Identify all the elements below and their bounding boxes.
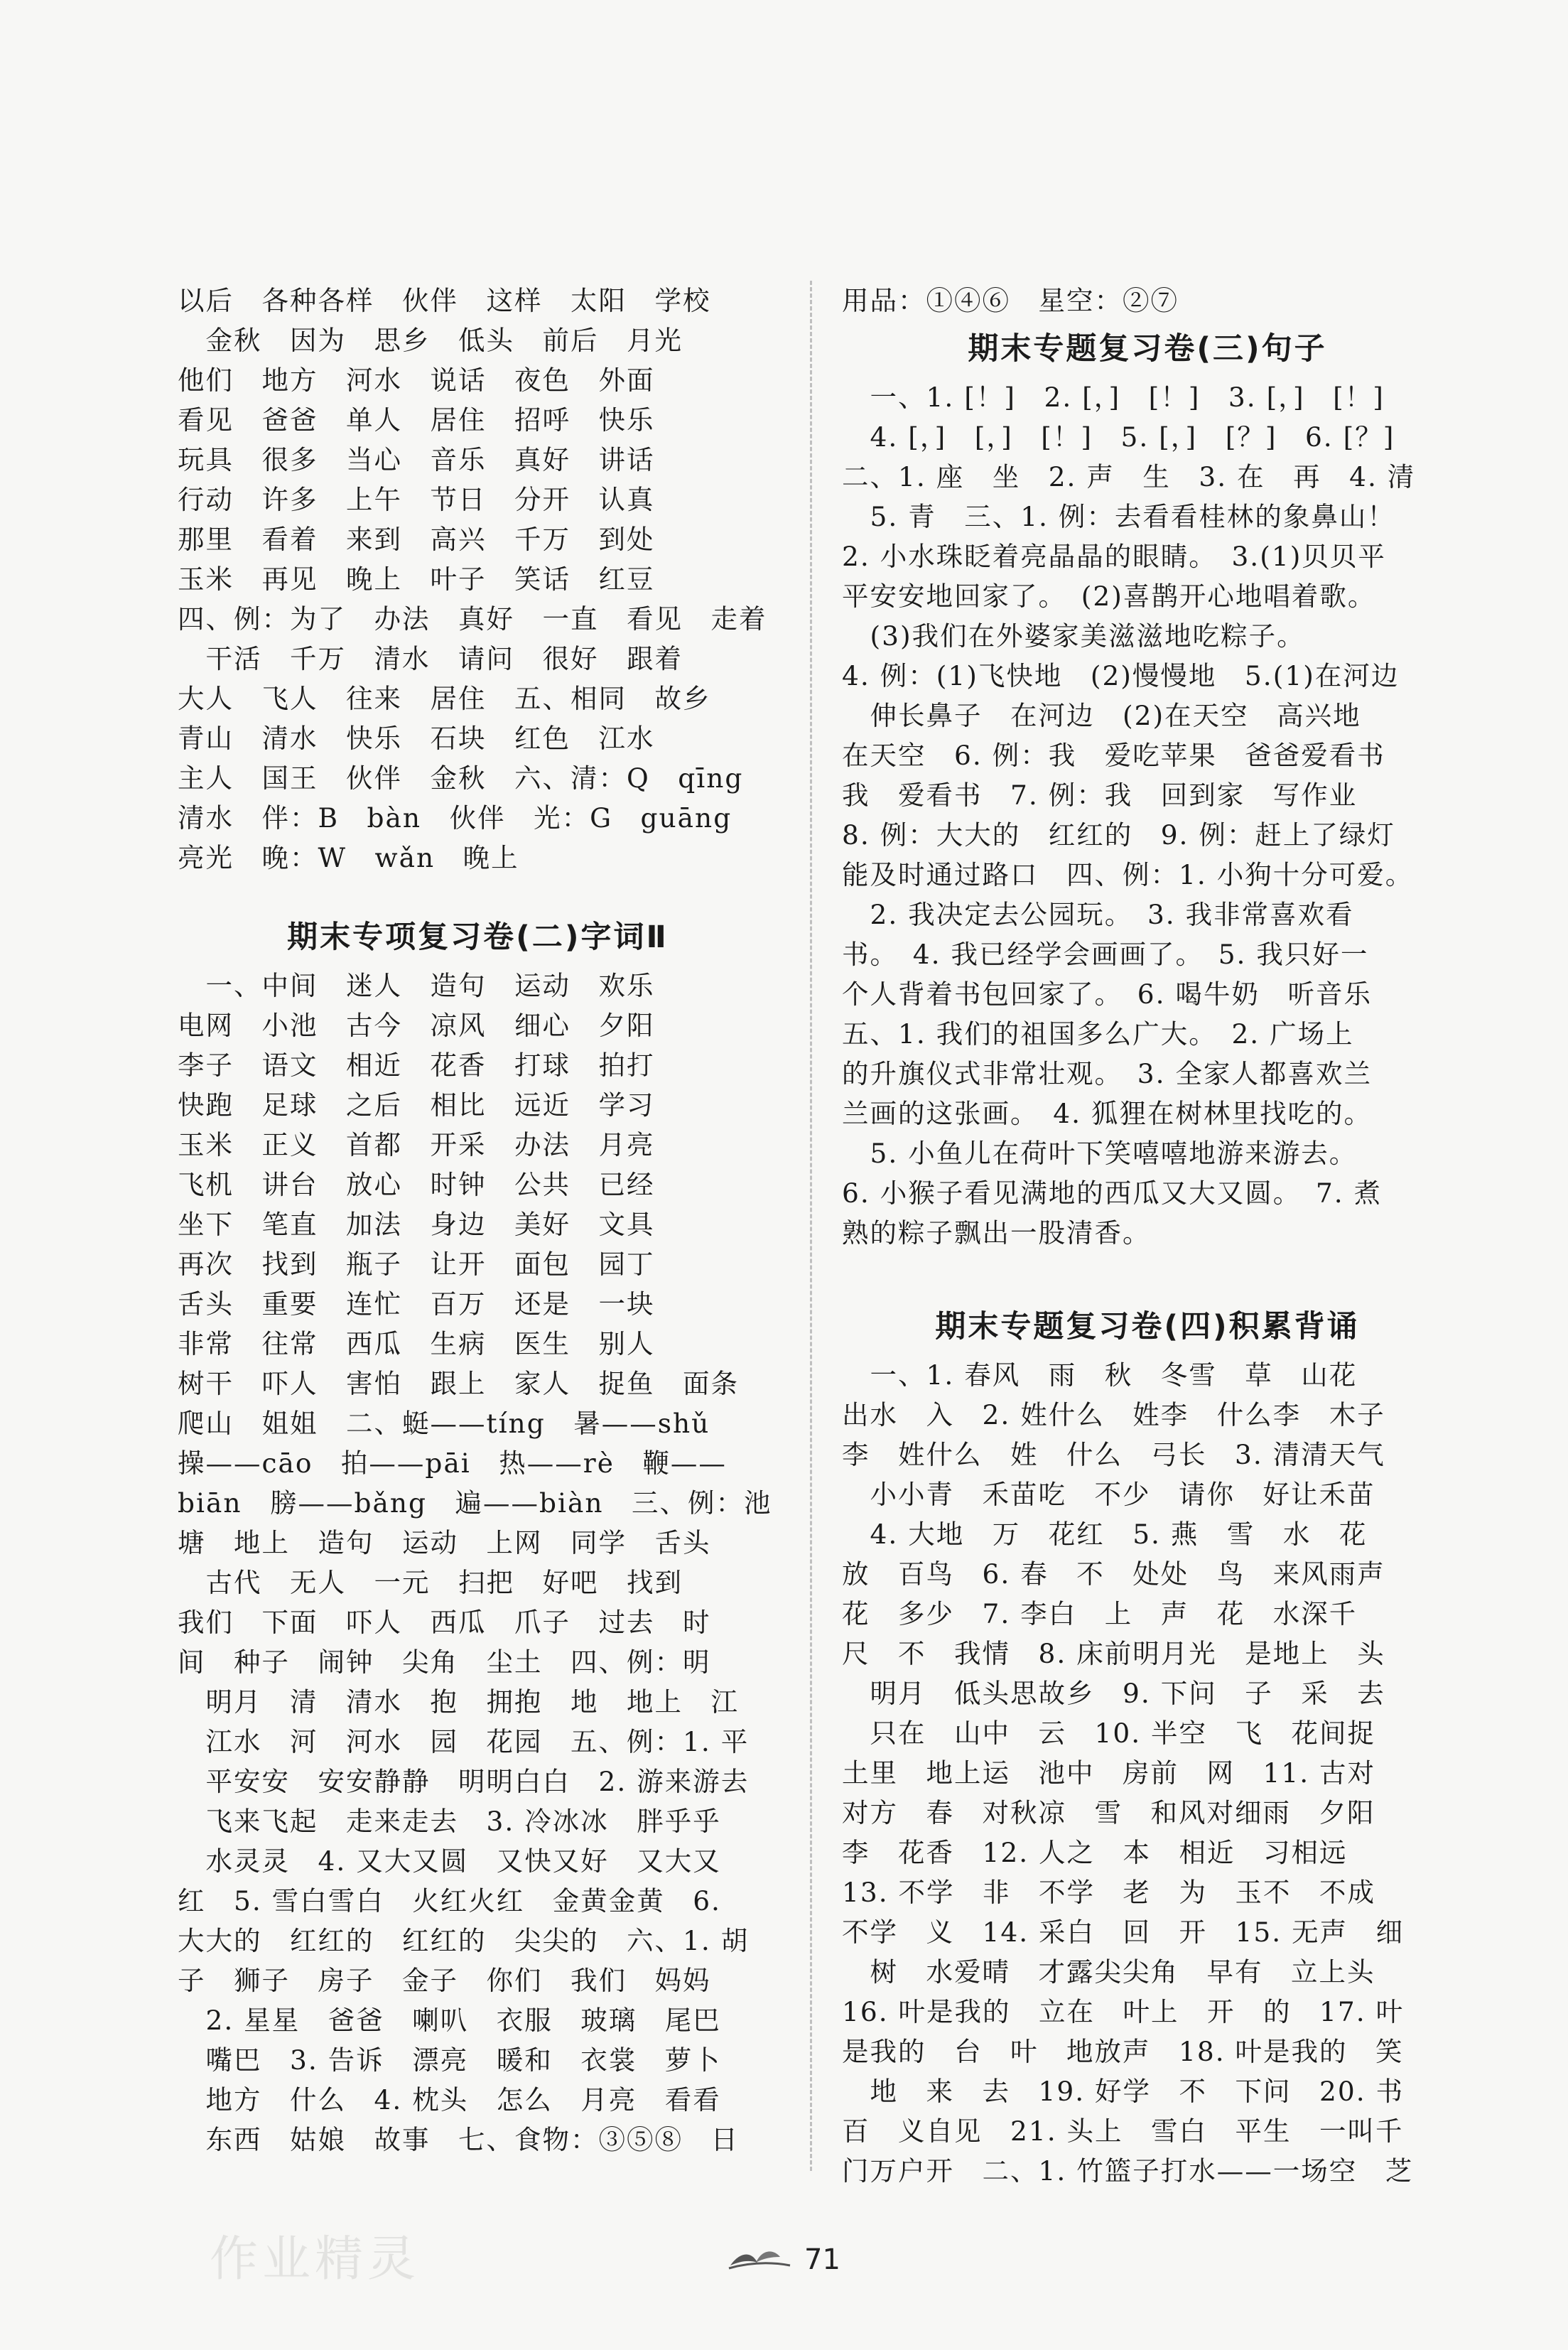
right-column — [842, 281, 1453, 2191]
answer-line: 个人背着书包回家了。 6. 喝牛奶 听音乐 — [842, 979, 1372, 1010]
answer-line: 我们 下面 吓人 西瓜 爪子 过去 时 — [178, 1607, 711, 1638]
answer-block-4 — [842, 1355, 1453, 2191]
answer-line: 树干 吓人 害怕 跟上 家人 捉鱼 面条 — [178, 1368, 739, 1399]
answer-line: 金秋 因为 思乡 低头 前后 月光 — [178, 325, 683, 356]
answer-line: 用品：①④⑥ 星空：②⑦ — [842, 285, 1179, 316]
answer-block-2 — [178, 966, 778, 2160]
answer-line: 不学 义 14. 采白 回 开 15. 无声 细 — [842, 1917, 1405, 1948]
answer-line: 一、1. [！] 2. [，] [！] 3. [，] [！] — [842, 382, 1385, 413]
answer-line: 东西 姑娘 故事 七、食物：③⑤⑧ 日 — [178, 2124, 739, 2155]
answer-line: 地 来 去 19. 好学 不 下问 20. 书 — [842, 2076, 1405, 2107]
answer-line: 4. 大地 万 花红 5. 燕 雪 水 花 — [842, 1519, 1368, 1550]
answer-line: 水灵灵 4. 又大又圆 又快又好 又大又 — [178, 1845, 721, 1877]
answer-line: 子 狮子 房子 金子 你们 我们 妈妈 — [178, 1965, 711, 1996]
answer-line: 那里 看着 来到 高兴 千万 到处 — [178, 524, 655, 555]
answer-line: 明月 清 清水 抱 拥抱 地 地上 江 — [178, 1686, 739, 1718]
answer-line: 平安安 安安静静 明明白白 2. 游来游去 — [178, 1766, 750, 1797]
answer-line: 兰画的这张画。 4. 狐狸在树林里找吃的。 — [842, 1098, 1372, 1129]
answer-line: 青山 清水 快乐 石块 红色 江水 — [178, 723, 655, 754]
answer-line: 以后 各种各样 伙伴 这样 太阳 学校 — [178, 285, 711, 316]
answer-line: 尺 不 我情 8. 床前明月光 是地上 头 — [842, 1638, 1385, 1669]
answer-line: (3)我们在外婆家美滋滋地吃粽子。 — [842, 620, 1305, 652]
answer-line: 大大的 红红的 红红的 尖尖的 六、1. 胡 — [178, 1925, 750, 1956]
answer-line: 快跑 足球 之后 相比 远近 学习 — [178, 1089, 655, 1121]
answer-block-1 — [178, 281, 778, 878]
answer-line: 玉米 再见 晚上 叶子 笑话 红豆 — [178, 564, 655, 595]
answer-line: 飞来飞起 走来走去 3. 冷冰冰 胖乎乎 — [178, 1806, 721, 1837]
section-title-3: 期末专题复习卷(三)句子 — [968, 331, 1327, 367]
answer-line: 地方 什么 4. 枕头 怎么 月亮 看看 — [178, 2084, 721, 2115]
answer-line: 舌头 重要 连忙 百万 还是 一块 — [178, 1288, 655, 1320]
answer-line: 4. [，] [，] [！] 5. [，] [？] 6. [？] — [842, 421, 1395, 453]
column-divider — [810, 281, 812, 2171]
answer-line: 5. 青 三、1. 例：去看看桂林的象鼻山！ — [842, 501, 1395, 532]
left-column — [178, 281, 778, 2160]
answer-line: 小小青 禾苗吃 不少 请你 好让禾苗 — [842, 1479, 1375, 1510]
answer-line: 干活 千万 清水 请问 很好 跟着 — [178, 643, 683, 674]
answer-line: 操——cāo 拍——pāi 热——rè 鞭—— — [178, 1448, 727, 1479]
section-title-2: 期末专项复习卷(二)字词Ⅱ — [287, 920, 669, 955]
answer-line: 二、1. 座 坐 2. 声 生 3. 在 再 4. 清 — [842, 461, 1416, 492]
answer-line: 伸长鼻子 在河边 (2)在天空 高兴地 — [842, 700, 1361, 731]
leaf-ornament-icon — [728, 2244, 791, 2275]
answer-line: 2. 小水珠眨着亮晶晶的眼睛。 3.(1)贝贝平 — [842, 541, 1386, 572]
answer-line: 的升旗仪式非常壮观。 3. 全家人都喜欢兰 — [842, 1058, 1372, 1089]
answer-block-3 — [842, 377, 1453, 1253]
answer-line: 明月 低头思故乡 9. 下问 子 采 去 — [842, 1678, 1385, 1709]
answer-line: 他们 地方 河水 说话 夜色 外面 — [178, 365, 655, 396]
answer-line: 一、中间 迷人 造句 运动 欢乐 — [178, 970, 655, 1001]
page-footer — [0, 2238, 1568, 2281]
answer-line: 平安安地回家了。 (2)喜鹊开心地唱着歌。 — [842, 581, 1376, 612]
answer-line: 放 百鸟 6. 春 不 处处 鸟 来风雨声 — [842, 1558, 1385, 1590]
answer-line: 能及时通过路口 四、例：1. 小狗十分可爱。 — [842, 859, 1414, 890]
answer-line: 爬山 姐姐 二、蜓——tíng 暑——shǔ — [178, 1408, 710, 1439]
answer-line: 只在 山中 云 10. 半空 飞 花间捉 — [842, 1718, 1376, 1749]
answer-line: 江水 河 河水 园 花园 五、例：1. 平 — [178, 1726, 750, 1757]
answer-line: 熟的粽子飘出一股清香。 — [842, 1217, 1151, 1249]
answer-line: 2. 星星 爸爸 喇叭 衣服 玻璃 尾巴 — [178, 2005, 721, 2036]
answer-line: 2. 我决定去公园玩。 3. 我非常喜欢看 — [842, 899, 1354, 930]
watermark-text: 作业精灵 — [210, 2231, 421, 2287]
answer-line: 李 花香 12. 人之 本 相近 习相远 — [842, 1837, 1348, 1868]
answer-line: 6. 小猴子看见满地的西瓜又大又圆。 7. 煮 — [842, 1177, 1383, 1209]
answer-line: 飞机 讲台 放心 时钟 公共 已经 — [178, 1169, 655, 1200]
answer-line: 五、1. 我们的祖国多么广大。 2. 广场上 — [842, 1018, 1354, 1050]
answer-line: 一、1. 春风 雨 秋 冬雪 草 山花 — [842, 1359, 1358, 1391]
answer-line: 4. 例：(1)飞快地 (2)慢慢地 5.(1)在河边 — [842, 660, 1400, 691]
answer-line: 13. 不学 非 不学 老 为 玉不 不成 — [842, 1877, 1376, 1908]
answer-line: 嘴巴 3. 告诉 漂亮 暖和 衣裳 萝卜 — [178, 2044, 721, 2076]
answer-line: 百 义自见 21. 头上 雪白 平生 一叫千 — [842, 2115, 1404, 2147]
answer-line: 再次 找到 瓶子 让开 面包 园丁 — [178, 1249, 655, 1280]
answer-line: 门万户开 二、1. 竹篮子打水——一场空 芝 — [842, 2155, 1414, 2187]
answer-line: 李子 语文 相近 花香 打球 拍打 — [178, 1050, 655, 1081]
answer-line: 树 水爱晴 才露尖尖角 早有 立上头 — [842, 1956, 1375, 1988]
answer-line: 8. 例：大大的 红红的 9. 例：赶上了绿灯 — [842, 819, 1395, 851]
answer-line: 书。 4. 我已经学会画画了。 5. 我只好一 — [842, 939, 1369, 970]
answer-line: 是我的 台 叶 地放声 18. 叶是我的 笑 — [842, 2036, 1404, 2067]
answer-line: 四、例：为了 办法 真好 一直 看见 走着 — [178, 603, 767, 635]
answer-line: 玉米 正义 首都 开采 办法 月亮 — [178, 1129, 655, 1160]
answer-line: 塘 地上 造句 运动 上网 同学 舌头 — [178, 1527, 711, 1558]
answer-line: 电网 小池 古今 凉风 细心 夕阳 — [178, 1010, 655, 1041]
answer-line: 亮光 晚：W wǎn 晚上 — [178, 842, 519, 873]
answer-line: 古代 无人 一元 扫把 好吧 找到 — [178, 1567, 683, 1598]
answer-line: 看见 爸爸 单人 居住 招呼 快乐 — [178, 404, 655, 436]
answer-line: 我 爱看书 7. 例：我 回到家 写作业 — [842, 780, 1358, 811]
answer-line: 大人 飞人 往来 居住 五、相同 故乡 — [178, 683, 711, 714]
section-title-4: 期末专题复习卷(四)积累背诵 — [935, 1309, 1360, 1344]
answer-line: 非常 往常 西瓜 生病 医生 别人 — [178, 1328, 655, 1359]
answer-line: 行动 许多 上午 节日 分开 认真 — [178, 484, 655, 515]
answer-line: 间 种子 闹钟 尖角 尘土 四、例：明 — [178, 1646, 711, 1678]
answer-line: 主人 国王 伙伴 金秋 六、清：Q qīng — [178, 762, 744, 794]
answer-line: 对方 春 对秋凉 雪 和风对细雨 夕阳 — [842, 1797, 1375, 1828]
answer-line: 土里 地上运 池中 房前 网 11. 古对 — [842, 1757, 1376, 1789]
answer-line: 清水 伴：B bàn 伙伴 光：G guāng — [178, 802, 732, 834]
answer-line: 花 多少 7. 李白 上 声 花 水深千 — [842, 1598, 1358, 1629]
answer-line: 玩具 很多 当心 音乐 真好 讲话 — [178, 444, 655, 475]
answer-line: 在天空 6. 例：我 爱吃苹果 爸爸爱看书 — [842, 740, 1385, 771]
answer-line: 16. 叶是我的 立在 叶上 开 的 17. 叶 — [842, 1996, 1405, 2027]
answer-line: 出水 入 2. 姓什么 姓李 什么李 木子 — [842, 1399, 1385, 1430]
page-number: 71 — [804, 2243, 840, 2276]
answer-line: 5. 小鱼儿在荷叶下笑嘻嘻地游来游去。 — [842, 1138, 1358, 1169]
answer-line: 李 姓什么 姓 什么 弓长 3. 清清天气 — [842, 1439, 1385, 1470]
answer-line: 坐下 笔直 加法 身边 美好 文具 — [178, 1209, 655, 1240]
answer-line: 红 5. 雪白雪白 火红火红 金黄金黄 6. — [178, 1885, 721, 1917]
answer-line: biān 膀——bǎng 遍——biàn 三、例：池 — [178, 1487, 772, 1519]
